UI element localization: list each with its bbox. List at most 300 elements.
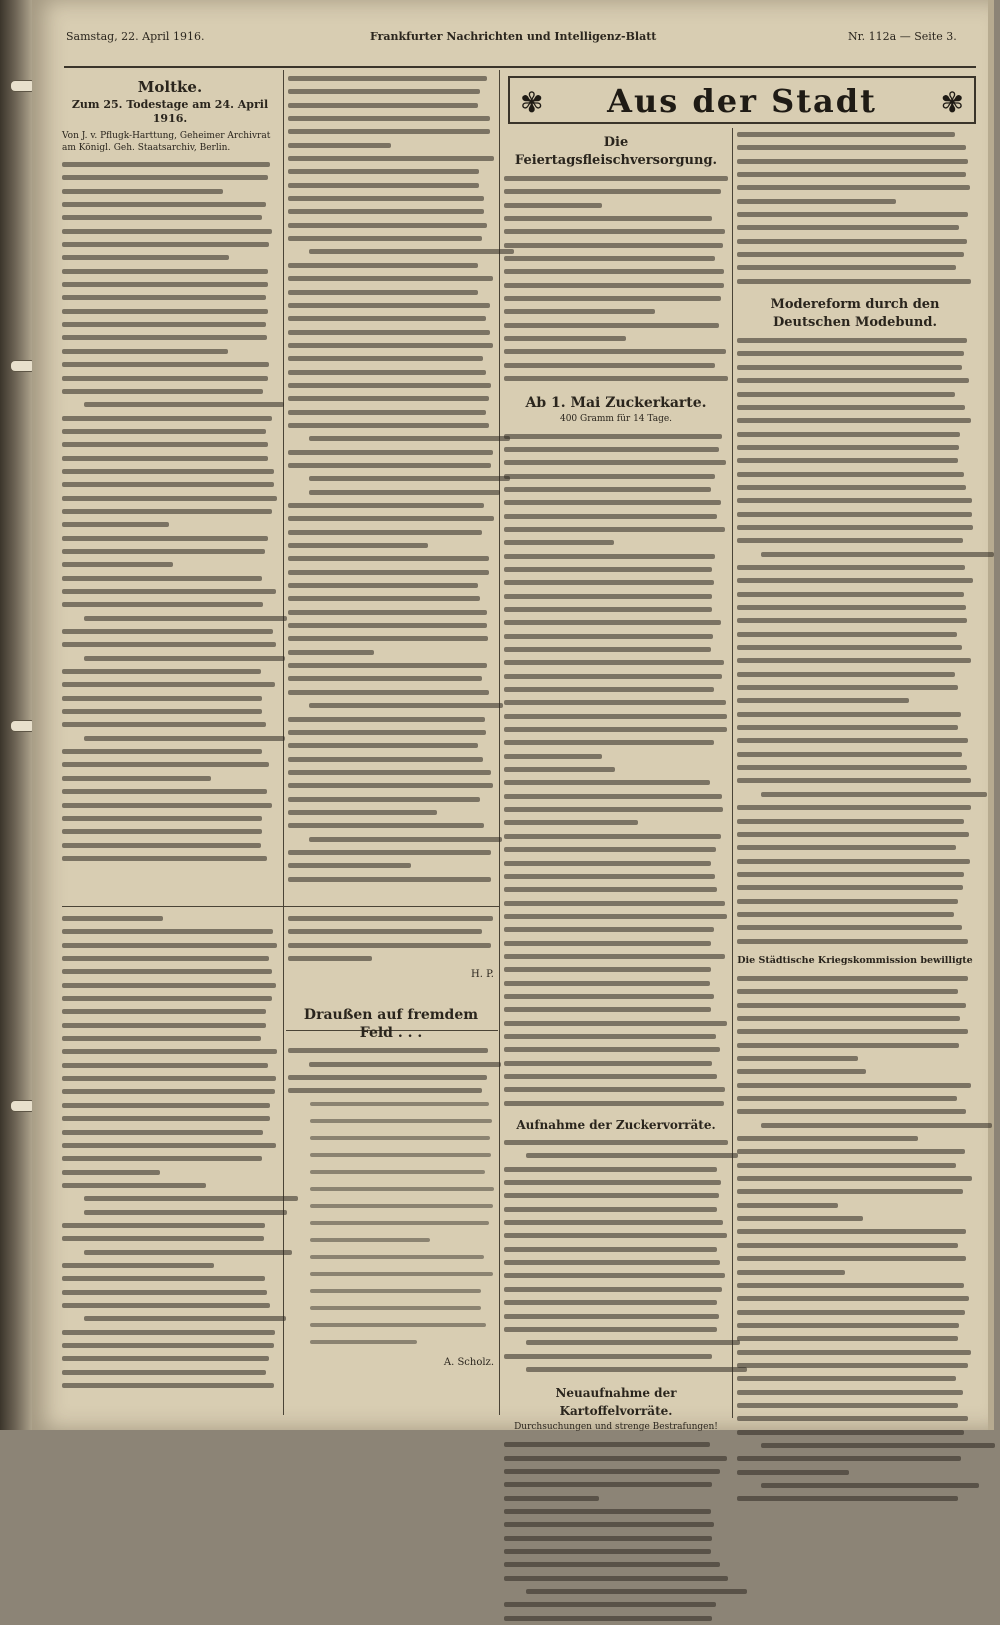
text-line xyxy=(62,1152,278,1165)
text-line xyxy=(288,179,494,192)
text-line xyxy=(504,1296,728,1309)
text-line xyxy=(504,1229,728,1242)
text-line xyxy=(62,598,278,611)
text-line xyxy=(288,245,494,258)
text-line xyxy=(62,518,278,531)
text-line xyxy=(504,923,728,936)
text-line xyxy=(504,199,728,212)
text-line xyxy=(737,721,973,734)
text-line xyxy=(62,238,278,251)
text-line xyxy=(62,965,278,978)
text-line xyxy=(62,1099,278,1112)
text-line xyxy=(504,1003,728,1016)
text-line xyxy=(737,1132,973,1145)
text-line xyxy=(288,1084,494,1097)
text-line xyxy=(288,339,494,352)
text-line xyxy=(504,870,728,883)
text-line xyxy=(737,1052,973,1065)
text-line xyxy=(737,574,973,587)
text-line xyxy=(504,1438,728,1451)
text-line xyxy=(310,1183,494,1200)
text-line xyxy=(504,1097,728,1110)
article-body xyxy=(737,972,973,1506)
text-line xyxy=(62,1379,278,1392)
text-line xyxy=(504,550,728,563)
text-line xyxy=(504,305,728,318)
text-line xyxy=(737,1212,973,1225)
text-line xyxy=(288,432,494,445)
text-line xyxy=(288,1071,494,1084)
text-line xyxy=(62,758,278,771)
text-line xyxy=(504,950,728,963)
text-line xyxy=(737,1439,973,1452)
text-line xyxy=(504,1572,728,1585)
article-body xyxy=(737,334,973,948)
text-line xyxy=(737,1025,973,1038)
text-line xyxy=(737,141,973,154)
text-line xyxy=(288,192,494,205)
text-line xyxy=(288,699,494,712)
text-line xyxy=(737,841,973,854)
text-line xyxy=(288,552,494,565)
text-line xyxy=(737,935,973,948)
text-line xyxy=(504,563,728,576)
text-line xyxy=(504,977,728,990)
text-line xyxy=(737,1492,973,1505)
text-line xyxy=(62,1232,278,1245)
text-line xyxy=(62,558,278,571)
text-line xyxy=(62,1366,278,1379)
column-poem xyxy=(288,912,494,1412)
text-line xyxy=(504,1492,728,1505)
text-line xyxy=(504,1216,728,1229)
text-line xyxy=(288,579,494,592)
text-line xyxy=(288,419,494,432)
text-line xyxy=(504,1545,728,1558)
text-line xyxy=(504,696,728,709)
article-body xyxy=(504,430,728,1111)
text-line xyxy=(62,745,278,758)
text-line xyxy=(288,606,494,619)
text-line xyxy=(288,312,494,325)
text-line xyxy=(504,910,728,923)
text-line xyxy=(504,883,728,896)
text-line xyxy=(62,912,278,925)
text-line xyxy=(288,125,494,138)
text-line xyxy=(62,385,278,398)
text-line xyxy=(288,379,494,392)
text-line xyxy=(504,443,728,456)
text-line xyxy=(62,665,278,678)
text-line xyxy=(504,1310,728,1323)
text-line xyxy=(737,454,973,467)
text-line xyxy=(288,739,494,752)
text-line xyxy=(288,632,494,645)
text-line xyxy=(737,801,973,814)
text-line xyxy=(737,1252,973,1265)
text-line xyxy=(288,486,494,499)
text-line xyxy=(737,248,973,261)
text-line xyxy=(62,799,278,812)
text-line xyxy=(504,483,728,496)
text-line xyxy=(504,359,728,372)
masthead: Frankfurter Nachrichten und Intelligenz-Blatt xyxy=(370,30,657,43)
article-body xyxy=(737,128,973,288)
text-line xyxy=(62,825,278,838)
text-line xyxy=(310,1166,494,1183)
text-line xyxy=(737,828,973,841)
text-line xyxy=(62,185,278,198)
text-line xyxy=(62,732,278,745)
text-line xyxy=(737,1279,973,1292)
text-line xyxy=(288,592,494,605)
text-line xyxy=(504,1189,728,1202)
text-line xyxy=(504,816,728,829)
text-line xyxy=(737,1412,973,1425)
text-line xyxy=(62,785,278,798)
text-line xyxy=(504,292,728,305)
text-line xyxy=(737,468,973,481)
text-line xyxy=(737,1426,973,1439)
text-line xyxy=(504,1505,728,1518)
text-line xyxy=(504,990,728,1003)
text-line xyxy=(288,646,494,659)
article-title: Die Feiertagsfleischversorgung. xyxy=(514,135,718,168)
text-line xyxy=(62,331,278,344)
text-line xyxy=(737,681,973,694)
article-subtitle: Zum 25. Todestage am 24. April 1916. xyxy=(71,98,269,125)
text-line xyxy=(504,1585,728,1598)
text-line xyxy=(62,1019,278,1032)
text-line xyxy=(288,219,494,232)
text-line xyxy=(737,1266,973,1279)
text-line xyxy=(288,726,494,739)
text-line xyxy=(737,1199,973,1212)
text-line xyxy=(504,1203,728,1216)
text-line xyxy=(737,855,973,868)
text-line xyxy=(737,388,973,401)
text-line xyxy=(504,736,728,749)
text-line xyxy=(288,152,494,165)
poem-body xyxy=(310,1098,494,1353)
article-body xyxy=(62,158,278,865)
text-line xyxy=(737,1225,973,1238)
text-line xyxy=(288,766,494,779)
text-line xyxy=(504,1070,728,1083)
text-line xyxy=(504,963,728,976)
text-line xyxy=(310,1251,494,1268)
text-line xyxy=(504,1452,728,1465)
text-line xyxy=(62,625,278,638)
text-line xyxy=(504,456,728,469)
text-line xyxy=(737,1452,973,1465)
text-line xyxy=(737,208,973,221)
text-line xyxy=(737,601,973,614)
text-line xyxy=(737,748,973,761)
article-body xyxy=(504,1136,728,1376)
text-line xyxy=(737,614,973,627)
text-line xyxy=(62,705,278,718)
text-line xyxy=(62,278,278,291)
text-line xyxy=(504,185,728,198)
text-line xyxy=(310,1302,494,1319)
article-title: Neuaufnahme der Kartoffelvorräte. xyxy=(555,1386,677,1419)
text-line xyxy=(504,1256,728,1269)
header-rule xyxy=(64,66,976,68)
text-line xyxy=(288,286,494,299)
text-line xyxy=(737,195,973,208)
text-line xyxy=(504,590,728,603)
text-line xyxy=(504,1465,728,1478)
text-line xyxy=(62,852,278,865)
text-line xyxy=(504,279,728,292)
text-line xyxy=(504,1612,728,1625)
text-line xyxy=(737,1065,973,1078)
section-banner xyxy=(508,76,976,124)
text-line xyxy=(62,692,278,705)
article-title: Modereform durch den Deutschen Modebund. xyxy=(770,297,940,331)
text-line xyxy=(737,972,973,985)
poem-title: Draußen auf fremdem Feld . . . xyxy=(303,1007,479,1042)
text-line xyxy=(737,1479,973,1492)
text-line xyxy=(504,1336,728,1349)
text-line xyxy=(737,334,973,347)
text-line xyxy=(737,1399,973,1412)
text-line xyxy=(737,1079,973,1092)
text-line xyxy=(310,1268,494,1285)
text-line xyxy=(288,873,494,886)
text-line xyxy=(737,628,973,641)
text-line xyxy=(737,895,973,908)
text-line xyxy=(62,612,278,625)
text-line xyxy=(504,643,728,656)
text-line xyxy=(737,548,973,561)
text-line xyxy=(62,398,278,411)
text-line xyxy=(62,1059,278,1072)
text-line xyxy=(62,211,278,224)
text-line xyxy=(504,1598,728,1611)
text-line xyxy=(62,425,278,438)
binding-spine xyxy=(0,0,34,1430)
text-line xyxy=(310,1132,494,1149)
page-reference: Nr. 112a — Seite 3. xyxy=(848,30,957,43)
text-line xyxy=(62,1045,278,1058)
text-line xyxy=(737,708,973,721)
text-line xyxy=(288,366,494,379)
text-line xyxy=(62,225,278,238)
text-line xyxy=(62,305,278,318)
text-line xyxy=(288,566,494,579)
text-line xyxy=(288,833,494,846)
text-line xyxy=(504,1136,728,1149)
text-line xyxy=(504,776,728,789)
text-line xyxy=(62,572,278,585)
text-line xyxy=(504,225,728,238)
text-line xyxy=(737,999,973,1012)
text-line xyxy=(310,1200,494,1217)
text-line xyxy=(504,332,728,345)
text-line xyxy=(504,496,728,509)
text-line xyxy=(288,1044,494,1057)
ornament-right-icon: ✾ xyxy=(940,86,964,119)
text-line xyxy=(62,1352,278,1365)
text-line xyxy=(737,1092,973,1105)
text-line xyxy=(62,291,278,304)
text-line xyxy=(62,1286,278,1299)
text-line xyxy=(504,897,728,910)
text-line xyxy=(737,347,973,360)
text-line xyxy=(62,652,278,665)
column-rule xyxy=(732,128,733,1418)
text-line xyxy=(737,481,973,494)
text-line xyxy=(737,908,973,921)
text-line xyxy=(737,508,973,521)
text-line xyxy=(504,1043,728,1056)
text-line xyxy=(504,670,728,683)
text-line xyxy=(62,1339,278,1352)
text-line xyxy=(288,939,494,952)
text-line xyxy=(62,1005,278,1018)
text-line xyxy=(310,1115,494,1132)
text-line xyxy=(288,446,494,459)
text-line xyxy=(737,128,973,141)
text-line xyxy=(62,718,278,731)
section-title: Aus der Stadt xyxy=(607,82,877,120)
text-line xyxy=(504,1057,728,1070)
text-line xyxy=(310,1098,494,1115)
text-line xyxy=(737,401,973,414)
article-body xyxy=(288,72,494,886)
text-line xyxy=(504,1269,728,1282)
text-line xyxy=(288,779,494,792)
text-line xyxy=(504,1532,728,1545)
text-line xyxy=(62,925,278,938)
text-line xyxy=(62,265,278,278)
text-line xyxy=(288,526,494,539)
text-line xyxy=(62,505,278,518)
text-line xyxy=(288,165,494,178)
text-line xyxy=(310,1217,494,1234)
text-line xyxy=(737,774,973,787)
column-city-news xyxy=(504,128,728,1433)
text-line xyxy=(737,494,973,507)
text-line xyxy=(288,112,494,125)
text-line xyxy=(310,1149,494,1166)
text-line xyxy=(504,470,728,483)
text-line xyxy=(737,985,973,998)
text-line xyxy=(288,499,494,512)
text-line xyxy=(504,1017,728,1030)
text-line xyxy=(737,534,973,547)
text-line xyxy=(288,205,494,218)
text-line xyxy=(62,1032,278,1045)
text-line xyxy=(62,1139,278,1152)
text-line xyxy=(62,585,278,598)
text-line xyxy=(288,259,494,272)
text-line xyxy=(62,1085,278,1098)
text-line xyxy=(737,921,973,934)
text-line xyxy=(504,830,728,843)
text-line xyxy=(737,1119,973,1132)
text-line xyxy=(288,352,494,365)
text-line xyxy=(62,1126,278,1139)
text-line xyxy=(504,265,728,278)
text-line xyxy=(62,372,278,385)
text-line xyxy=(737,561,973,574)
text-line xyxy=(62,1312,278,1325)
text-line xyxy=(288,459,494,472)
text-line xyxy=(737,1372,973,1385)
text-line xyxy=(737,1319,973,1332)
text-line xyxy=(62,412,278,425)
text-line xyxy=(62,1072,278,1085)
text-line xyxy=(62,478,278,491)
text-line xyxy=(737,1332,973,1345)
text-line xyxy=(62,345,278,358)
text-line xyxy=(737,1185,973,1198)
text-line xyxy=(288,912,494,925)
text-line xyxy=(288,686,494,699)
text-line xyxy=(737,588,973,601)
poem-intro xyxy=(288,1044,494,1097)
text-line xyxy=(288,392,494,405)
text-line xyxy=(62,465,278,478)
column-rule xyxy=(499,70,500,1415)
text-line xyxy=(504,372,728,385)
text-line xyxy=(504,1030,728,1043)
text-line xyxy=(737,788,973,801)
text-line xyxy=(504,1163,728,1176)
article-body xyxy=(504,172,728,386)
text-line xyxy=(504,319,728,332)
text-line xyxy=(737,654,973,667)
text-line xyxy=(737,1159,973,1172)
text-line xyxy=(737,235,973,248)
text-line xyxy=(62,1219,278,1232)
text-line xyxy=(62,638,278,651)
text-line xyxy=(62,952,278,965)
text-line xyxy=(737,668,973,681)
text-line xyxy=(737,441,973,454)
text-line xyxy=(62,198,278,211)
text-line xyxy=(504,1176,728,1189)
text-line xyxy=(504,1518,728,1531)
article-title: Moltke. xyxy=(137,78,203,96)
text-line xyxy=(310,1319,494,1336)
text-line xyxy=(737,1105,973,1118)
poem-signature: A. Scholz. xyxy=(443,1356,494,1368)
text-line xyxy=(737,428,973,441)
text-line xyxy=(62,812,278,825)
text-line xyxy=(737,261,973,274)
text-line xyxy=(504,937,728,950)
text-line xyxy=(737,694,973,707)
text-line xyxy=(504,683,728,696)
text-line xyxy=(737,361,973,374)
text-line xyxy=(288,819,494,832)
article-signature: H. P. xyxy=(471,969,494,981)
text-line xyxy=(62,1259,278,1272)
text-line xyxy=(504,843,728,856)
text-line xyxy=(62,318,278,331)
text-line xyxy=(62,1192,278,1205)
text-line xyxy=(504,710,728,723)
text-line xyxy=(288,139,494,152)
text-line xyxy=(62,452,278,465)
article-body xyxy=(288,912,494,965)
text-line xyxy=(62,839,278,852)
text-line xyxy=(504,616,728,629)
